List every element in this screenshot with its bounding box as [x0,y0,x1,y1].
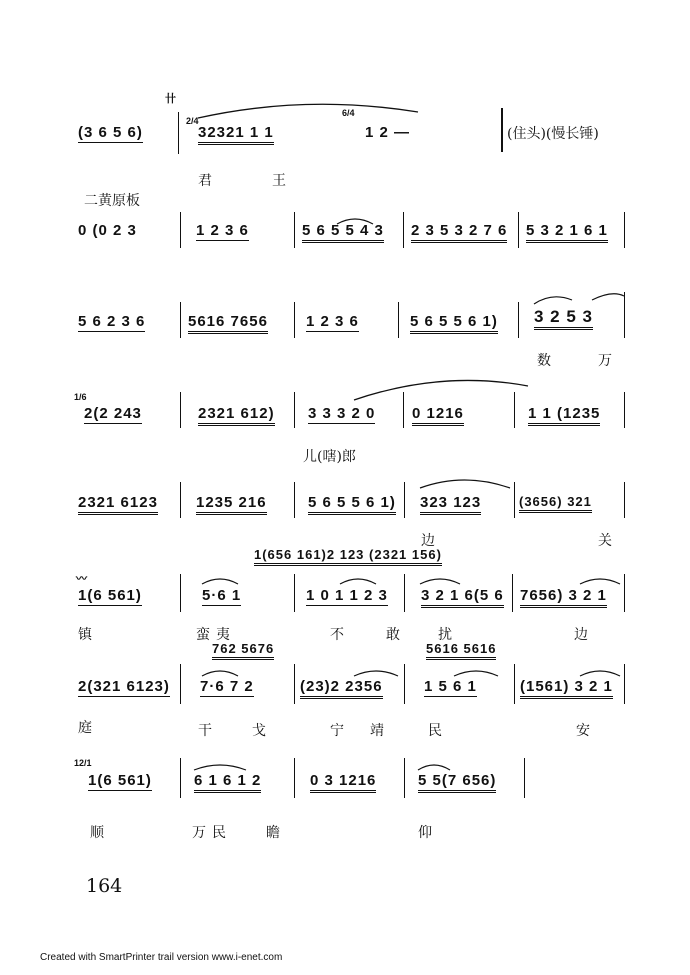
slur [200,576,240,586]
measure: 1 2 3 6 [306,313,359,330]
measure: 1 1 (1235 [528,405,600,422]
barline [294,482,295,518]
barline [294,392,295,428]
measure: 1 0 1 1 2 3 [306,587,388,604]
barline [624,664,625,704]
barline [404,482,405,518]
lyric: 镇 [78,627,92,643]
slur [192,762,248,772]
page-number: 164 [86,875,123,897]
trill-mark: 〰 [76,573,87,585]
barline [180,482,181,518]
barline [294,212,295,248]
lyric: 数 [537,353,551,369]
lyric: 顺 [90,825,104,841]
barline [180,212,181,248]
time-signature: 2/4 [186,116,199,126]
slur [452,668,500,678]
lyric: 万民 [192,825,232,841]
grace-mark: 1/6 [74,392,87,402]
measure: 0 1216 [412,405,464,422]
barline [180,302,181,338]
lyric: 王 [272,173,286,189]
barline [404,758,405,798]
lyric: 庭 [78,720,92,736]
measure-0: (3 6 5 6) [78,124,143,141]
measure: 3 2 1 6(5 6 [421,587,504,604]
measure-1b: 1 2 — [365,124,411,141]
slur [418,576,462,586]
variant-line: 5616 5616 [426,641,496,656]
measure: 2(321 6123) [78,678,170,695]
barline [624,392,625,428]
measure: 6 1 6 1 2 [194,772,261,789]
lyric: 瞻 [266,825,280,841]
slur [196,98,422,120]
measure: 2(2 243 [84,405,142,422]
slur [200,668,240,678]
slur [578,576,622,586]
barline [518,302,519,338]
slur [416,762,452,772]
measure: 1 2 3 6 [196,222,249,239]
barline [180,574,181,612]
lyric: 扰 [438,627,452,643]
measure: (23)2 2356 [300,678,383,695]
lyric: 仰 [418,825,432,841]
section-title: 二黄原板 [84,193,140,209]
lyric: 不 [330,627,344,643]
measure: 5 6 5 5 6 1) [308,494,396,511]
measure: 5·6 1 [202,587,242,604]
lyric: 君 [198,173,212,189]
barline [180,392,181,428]
measure: 3 3 3 2 0 [308,405,376,422]
footer-watermark: Created with SmartPrinter trail version www.i-enet.com [40,952,283,963]
grace-mark: 12/1 [74,758,92,768]
measure: 5 6 2 3 6 [78,313,146,330]
barline [398,302,399,338]
measure: 5 3 2 1 6 1 [526,222,608,239]
lyric: 民 [428,723,442,739]
measure: 2 3 5 3 2 7 6 [411,222,507,239]
lyric: 边 [574,627,588,643]
performance-marker: (住头)(慢长锤) [507,126,599,142]
barline [624,212,625,248]
measure: 5 5(7 656) [418,772,496,789]
measure: 323 123 [420,494,481,511]
slur [335,216,375,226]
slur [532,292,627,306]
barline [294,574,295,612]
measure: 2321 6123 [78,494,158,511]
measure: (3656) 321 [519,494,592,509]
measure: 2321 612) [198,405,275,422]
measure: 1(6 561) [78,587,142,604]
barline [180,664,181,704]
measure: 5616 7656 [188,313,268,330]
measure-1: 32321 1 1 [198,124,274,141]
barline [404,574,405,612]
barline [501,108,503,152]
lyric: 关 [598,533,612,549]
barline [404,664,405,704]
measure: 0 (0 2 3 [78,222,137,239]
measure: 7·6 7 2 [200,678,254,695]
measure: 5 6 5 5 4 3 [302,222,384,239]
barline [518,212,519,248]
lyric: 安 [576,723,590,739]
barline [624,482,625,518]
measure: (1561) 3 2 1 [520,678,613,695]
lyric: 儿(嗐)郎 [303,449,356,465]
lyric: 宁 [330,723,344,739]
beat-mark: 卄 [165,93,176,105]
barline [403,212,404,248]
barline [514,482,515,518]
lyric: 靖 [370,723,384,739]
measure: 1 5 6 1 [424,678,477,695]
lyric: 干 [198,723,212,739]
lyric: 戈 [252,723,266,739]
lyric: 敢 [386,627,400,643]
variant-line: 1(656 161)2 123 (2321 156) [254,547,442,562]
variant-line: 762 5676 [212,641,274,656]
barline [294,758,295,798]
slur [352,668,400,678]
barline [178,112,179,154]
barline [624,574,625,612]
barline [294,664,295,704]
measure: 1235 216 [196,494,267,511]
slur [578,668,622,678]
slur [352,376,532,402]
barline [514,664,515,704]
barline [512,574,513,612]
lyric: 万 [598,353,612,369]
barline [524,758,525,798]
slur [418,476,512,490]
barline [180,758,181,798]
slur [338,576,378,586]
measure: 1(6 561) [88,772,152,789]
measure: 7656) 3 2 1 [520,587,607,604]
lyric: 蛮夷 [196,627,236,643]
barline [294,302,295,338]
lyric: 边 [421,533,435,549]
measure: 0 3 1216 [310,772,376,789]
measure: 5 6 5 5 6 1) [410,313,498,330]
grace-mark: 6/4 [342,108,355,118]
measure: 3 2 5 3 [534,307,593,327]
